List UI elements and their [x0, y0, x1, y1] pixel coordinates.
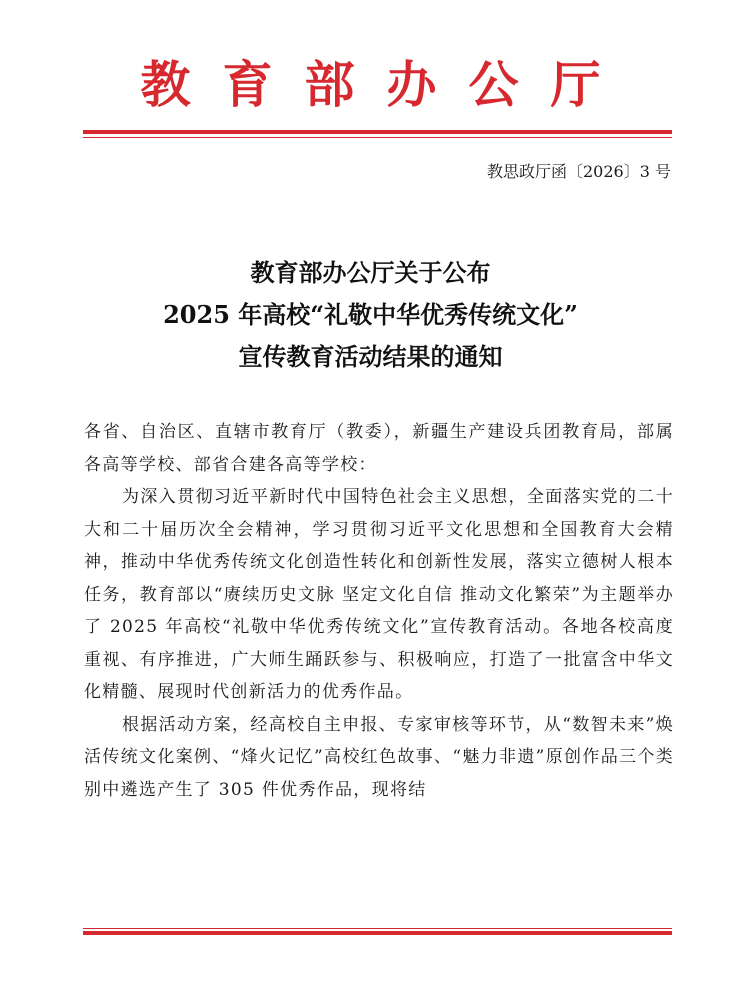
document-body — [84, 416, 674, 806]
header-rule-thick — [83, 130, 672, 134]
body-paragraph-1: 为深入贯彻习近平新时代中国特色社会主义思想，全面落实党的二十大和二十届历次全会精神，学习贯彻习近平文化思想和全国教育大会精神，推动中华优秀传统文化创造性转化和创新性发展，落实立德树人根本任务，教育部以“赓续历史文脉 坚定文化自信 推动文化繁荣”为主题举办了 2025 年高校“礼敬中华优秀传统文化”宣传教育活动。各地各校高度重视、有序推进，广大师生踊跃参与、积极响应，打造了一批富含中华文化精髓、展现时代创新活力的优秀作品。 — [84, 487, 674, 702]
issuer-masthead: 教育部办公厅 — [140, 55, 633, 114]
title-line-3: 宣传教育活动结果的通知 — [238, 342, 503, 371]
header-rule-thin — [83, 137, 672, 138]
body-paragraph-2: 根据活动方案，经高校自主申报、专家审核等环节，从“数智未来”焕活传统文化案例、“烽火记忆”高校红色故事、“魅力非遗”原创作品三个类别中遴选产生了 305 件优秀作品，现将结 — [84, 714, 674, 800]
document-number: 教思政厅函〔2026〕3 号 — [487, 162, 671, 181]
document-title — [0, 252, 741, 378]
title-line-1: 教育部办公厅关于公布 — [250, 258, 491, 287]
title-line-2: 2025 年高校“礼敬中华优秀传统文化” — [163, 300, 578, 329]
addressee-paragraph: 各省、自治区、直辖市教育厅（教委），新疆生产建设兵团教育局，部属各高等学校、部省合建各高等学校： — [84, 422, 674, 475]
footer-rule-thin — [83, 928, 672, 929]
footer-rule-thick — [83, 931, 672, 935]
